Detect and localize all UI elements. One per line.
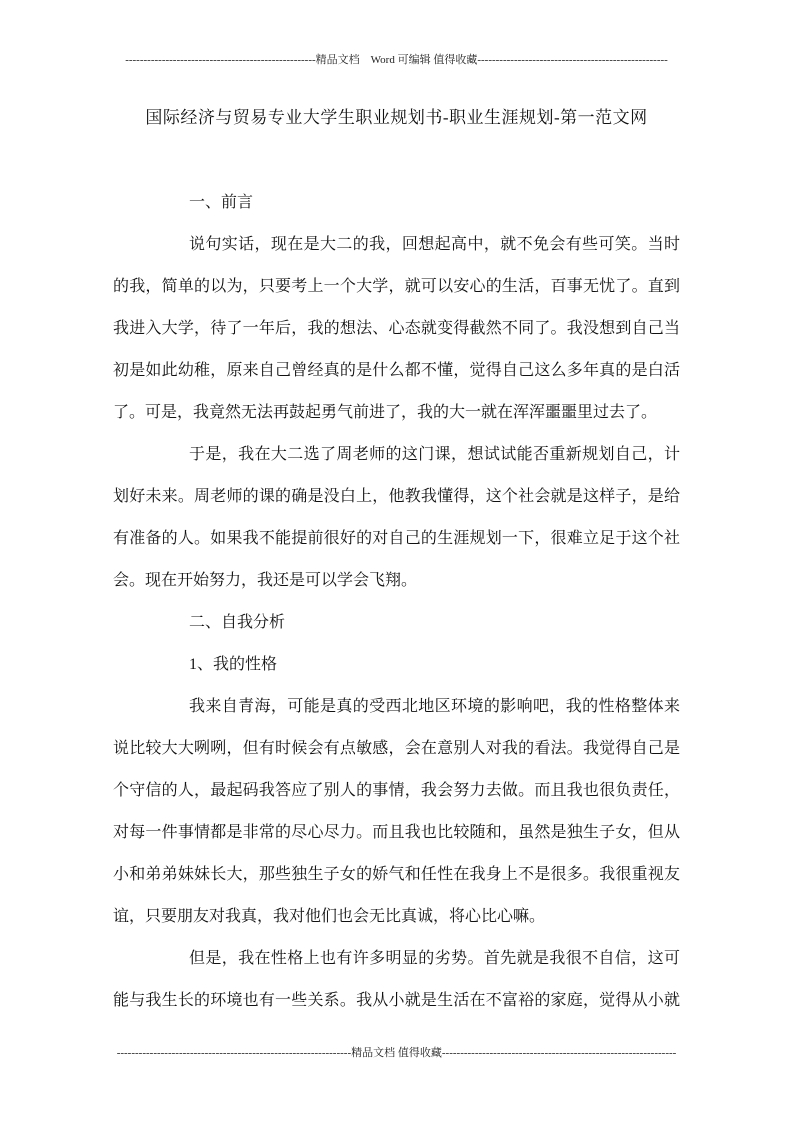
paragraph-line: 会。现在开始努力，我还是可以学会飞翔。 [113,572,418,589]
paragraph-line: 划好未来。周老师的课的确是没白上，他教我懂得，这个社会就是这样子，是给 [113,488,680,505]
paragraph-line: 对每一件事情都是非常的尽心尽力。而且我也比较随和，虽然是独生子女，但从 [113,824,680,841]
paragraph-line: 小和弟弟妹妹长大，那些独生子女的娇气和任性在我身上不是很多。我很重视友 [113,866,680,883]
paragraph-line: 说句实话，现在是大二的我，回想起高中，就不免会有些可笑。当时 [189,236,680,253]
paragraph-line: 于是，我在大二选了周老师的这门课，想试试能否重新规划自己，计 [189,446,680,463]
paragraph-line: 我进入大学，待了一年后，我的想法、心态就变得截然不同了。我没想到自己当 [113,320,680,337]
document-body [113,182,680,1022]
paragraph-line: 个守信的人，最起码我答应了别人的事情，我会努力去做。而且我也很负责任， [113,782,680,799]
footer-watermark-line: ----------------------------------------------------------------精品文档 值得收藏---------------------------------------------------------------- [116,1047,677,1059]
header-watermark-line: ----------------------------------------------------精品文档 Word 可编辑 值得收藏---------------------------------------------------- [125,54,668,66]
paragraph-line: 我来自青海，可能是真的受西北地区环境的影响吧，我的性格整体来 [189,698,680,715]
heading-preface: 一、前言 [189,194,254,211]
paragraph-line: 能与我生长的环境也有一些关系。我从小就是生活在不富裕的家庭，觉得从小就 [113,992,680,1009]
paragraph-line: 的我，简单的以为，只要考上一个大学，就可以安心的生活，百事无忧了。直到 [113,278,680,295]
heading-my-personality: 1、我的性格 [189,656,278,673]
paragraph-line: 谊，只要朋友对我真，我对他们也会无比真诚，将心比心嘛。 [113,908,546,925]
paragraph-line: 了。可是，我竟然无法再鼓起勇气前进了，我的大一就在浑浑噩噩里过去了。 [113,404,658,421]
paragraph-line: 说比较大大咧咧，但有时候会有点敏感，会在意别人对我的看法。我觉得自己是 [113,740,680,757]
paragraph-line: 初是如此幼稚，原来自己曾经真的是什么都不懂，觉得自己这么多年真的是白活 [113,362,680,379]
heading-self-analysis: 二、自我分析 [189,614,286,631]
paragraph-line: 有准备的人。如果我不能提前很好的对自己的生涯规划一下，很难立足于这个社 [113,530,680,547]
paragraph-line: 但是，我在性格上也有许多明显的劣势。首先就是我很不自信，这可 [189,950,680,967]
document-title: 国际经济与贸易专业大学生职业规划书-职业生涯规划-第一范文网 [145,108,648,127]
